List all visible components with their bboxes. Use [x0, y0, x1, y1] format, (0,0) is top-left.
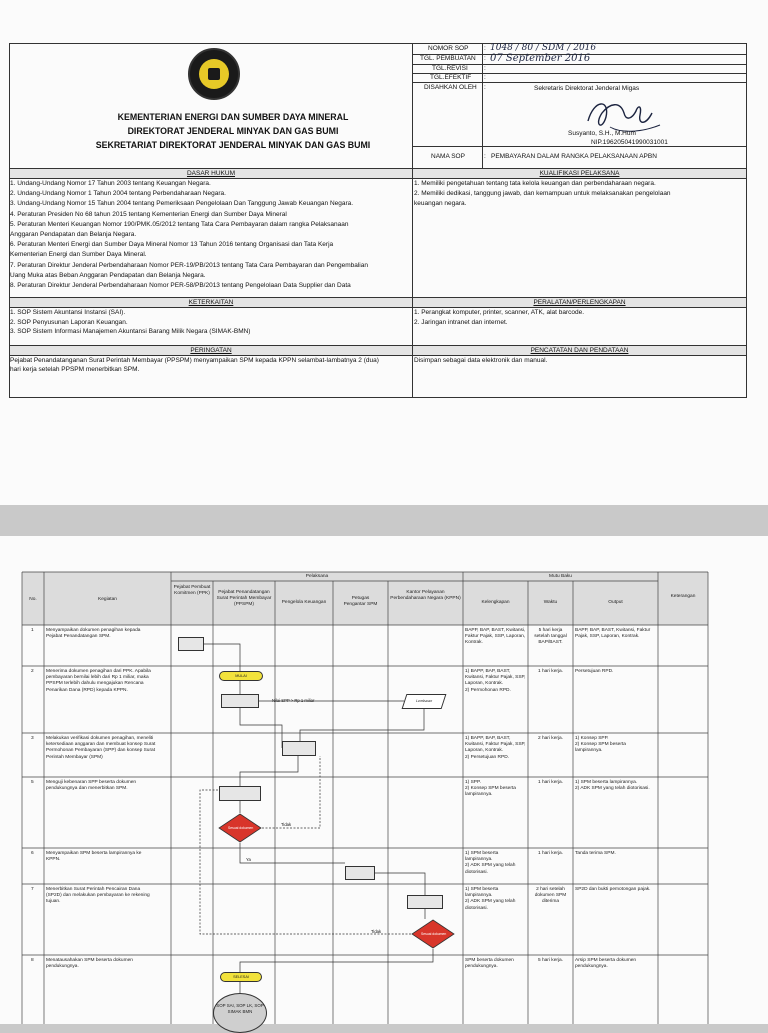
row-output-line: 2) ADK SPM yang telah diotorisasi. [575, 786, 650, 792]
header-mutu-baku: Mutu Baku [549, 574, 572, 579]
tgl-pembuatan-value: 07 September 2016 [490, 53, 591, 64]
section-peralatan: PERALATAN/PERLENGKAPAN [413, 298, 746, 307]
row-kegiatan-line: PPSPM terlebih dahulu mengajukan Rencana [46, 681, 144, 687]
dasar-hukum-item: 7. Peraturan Direktur Jenderal Perbendaharaan Nomor PER-19/PB/2013 tentang Tata Cara Pembayaran dan Pengembalian [10, 261, 368, 269]
peringatan-line-2: hari kerja setelah PPSPM menerbitkan SPM. [10, 366, 140, 373]
row-output-line: Arsip SPM beserta dokumen [575, 958, 637, 963]
pencatatan-text: Disimpan sebagai data elektronik dan manual. [414, 357, 548, 364]
row-kelengkapan-line: 2) Permohonan RPD. [465, 687, 511, 693]
kualifikasi-item: keuangan negara. [414, 200, 467, 208]
row-kelengkapan-line: diotorisasi. [465, 905, 488, 911]
header-output: Output [608, 600, 623, 605]
section-peringatan: PERINGATAN [10, 346, 412, 355]
signer-nip: NIP.196205041990031001 [591, 139, 668, 146]
row-waktu-line: 5 hari kerja. [537, 958, 564, 963]
dasar-hukum-item: Kementerian Energi dan Sumber Daya Mineral. [10, 251, 147, 259]
dasar-hukum-item: 1. Undang-Undang Nomor 17 Tahun 2003 tentang Keuangan Negara. [10, 180, 211, 187]
label-tgl-efektif: TGL.EFEKTIF [430, 74, 472, 81]
row-kelengkapan-line: pendukungnya. [465, 964, 498, 970]
label-ya: Ya [246, 857, 251, 862]
row-kelengkapan-line: SPM beserta dokumen [465, 958, 514, 963]
row-kelengkapan-line: 1) SPP. [465, 780, 481, 785]
keterkaitan-item: 1. SOP Sistem Akuntansi Instansi (SAI). [10, 309, 126, 316]
row-waktu-line: 1 hari kerja. [537, 669, 564, 674]
row-kegiatan-line: ketersediaan anggaran dan membuat konsep Surat [46, 742, 156, 748]
row-kegiatan-line: pendukungnya dan menerbitkan SPM. [46, 786, 128, 792]
row-number: 3 [31, 736, 34, 741]
signer-name: Susyanto, S.H., M.Hum [568, 130, 636, 137]
row-kelengkapan-line: 1) BAPP, BAP, BAST, [465, 736, 511, 741]
row-kegiatan-line: pendukungnya. [46, 964, 79, 970]
keterkaitan-item: 2. SOP Penyusunan Laporan Keuangan. [10, 318, 128, 326]
header-no: No. [29, 597, 37, 602]
row-waktu-line: 1 hari kerja. [537, 851, 564, 856]
connector-sop-circle: SOP SAI, SOP LK, SOP SIMAK BMN [213, 993, 267, 1033]
label-tgl-revisi: TGL.REVISI [432, 65, 468, 72]
row-kegiatan-line: Menyampaikan dokumen penagihan kepada [46, 628, 141, 633]
kualifikasi-item: 1. Memiliki pengetahuan tentang tata kelola keuangan dan perbendaharaan negara. [414, 180, 656, 187]
row-kegiatan-line: pembayaran bernilai lebih dari Rp 1 miliar, maka [46, 675, 149, 681]
kualifikasi-item: 2. Memiliki dedikasi, tanggung jawab, dan kemampuan untuk melaksanakan pengelolaan [414, 190, 671, 198]
rpd-document: Lembaran [402, 694, 447, 709]
row-kegiatan-line: Menerima dokumen penagihan dari PPK. Apabila [46, 669, 151, 674]
row-kelengkapan-line: Faktur Pajak, SSP, Laporan, [465, 634, 526, 640]
decision-label-1: Sesuai dokumen [228, 826, 254, 830]
row-kelengkapan-line: 2) Konsep SPM beserta [465, 786, 516, 792]
label-tgl-pembuatan: TGL. PEMBUATAN [420, 55, 476, 62]
header-petugas: Petugas Pengantar SPM [343, 596, 378, 607]
row-waktu-line: BAP/BAST. [538, 640, 563, 646]
row-kegiatan-line: Permohonan Pembayaran (SPP) dan konsep Surat [46, 748, 156, 754]
row-output-line: 2) Konsep SPM beserta [575, 742, 626, 748]
org-line-3: SEKRETARIAT DIREKTORAT JENDERAL MINYAK DAN GAS BUMI [95, 140, 371, 150]
decision-label-2: Sesuai dokumen [421, 932, 447, 936]
row-kegiatan-line: Menerbitkan Surat Perintah Pencairan Dana [46, 887, 141, 892]
header-ppk: Pejabat Pembuat Komitmen (PPK) [173, 585, 211, 596]
dasar-hukum-item: 6. Peraturan Menteri Energi dan Sumber Daya Mineral Nomor 13 Tahun 2016 tentang Organisasi dan Tata Kerja [10, 241, 334, 249]
header-waktu: Waktu [543, 600, 558, 605]
row-number: 7 [31, 887, 34, 892]
dasar-hukum-item: 5. Peraturan Menteri Keuangan Nomor 190/PMK.05/2012 tentang Tata Cara Pembayaran dalam rangka Pelaksanaan [10, 220, 349, 228]
label-tidak-1: Tidak [281, 822, 292, 827]
peringatan-line-1: Pejabat Penandatanganan Surat Perintah Membayar (PPSPM) menyampaikan SPM kepada KPPN selambat-lambatnya 2 (dua) [10, 357, 379, 364]
row-number: 1 [31, 628, 34, 633]
row-output-line: Tanda terima SPM. [575, 851, 616, 856]
sop-page-1: NOMOR SOP TGL. PEMBUATAN TGL.REVISI TGL.EFEKTIF DISAHKAN OLEH NAMA SOP : : : : : : 1048 / 80 / SDM / 2016 07 September 2016 Sekretaris Direktorat Jenderal Migas Susyanto, S.H., M.Hum NIP.196205041990031001 PEMBAYARAN DALAM RANGKA PELAKSANAAN APBN KEMENTERIAN ENERGI DAN SUMBER DAYA MINERAL DIREKTORAT JENDERAL MINYAK DAN GAS BUMI SEKRETARIAT DIREKTORAT JENDERAL MINYAK DAN GAS BUMI DASAR HUKUM KUALIFIKASI PELAKSANA 1. Undang-Undang Nomor 17 Tahun 2003 tentang Keuangan Negara. 2. Undang-Undang Nomor 1 Tahun 2004 tentang Perbendaharaan Negara. 3. Undang-Undang Nomor 15 Tahun 2004 tentang Pemeriksaan Pengelolaan Dan Tanggung Jawab Keuangan Negara. 4. Peraturan Presiden No 68 tahun 2015 tentang Kementerian Energi dan Sumber Daya Mineral 5. Peraturan Menteri Keuangan Nomor 190/PMK.05/2012 tentang Tata Cara Pembayaran dalam rangka Pelaksanaan Anggaran Pendapatan dan Belanja Negara. 6. Peraturan Menteri Energi dan Sumber Daya Mineral Nomor 13 Tahun 2016 tentang Organisasi dan Tata Kerja Kementerian Energi dan Sumber Daya Mineral. 7. Peraturan Direktur Jenderal Perbendaharaan Nomor PER-19/PB/2013 tentang Tata Cara Pembayaran dan Pengembalian Uang Muka atas Beban Anggaran Pendapatan dan Belanja Negara. 8. Peraturan Direktur Jenderal Perbendaharaan Nomor PER-58/PB/2013 tentang Pengelolaan Data Supplier dan Data 1. Memiliki pengetahuan tentang tata kelola keuangan dan perbendaharaan negara. 2. Memiliki dedikasi, tanggung jawab, dan kemampuan untuk melaksanakan pengelolaan keuangan negara. KETERKAITAN PERALATAN/PERLENGKAPAN 1. SOP Sistem Akuntansi Instansi (SAI). 2. SOP Penyusunan Laporan Keuangan. 3. SOP Sistem Informasi Manajemen Akuntansi Barang Milik Negara (SIMAK-BMN) 1. Perangkat komputer, printer, scanner, ATK, alat barcode. 2. Jaringan intranet dan internet. PERINGATAN PENCATATAN DAN PENDATAAN Pejabat Penandatanganan Surat Perintah Membayar (PPSPM) menyampaikan SPM kepada KPPN selambat-lambatnya 2 (dua) hari kerja setelah PPSPM menerbitkan SPM. Disimpan sebagai data elektronik dan manual. [0, 0, 768, 505]
dasar-hukum-item: 2. Undang-Undang Nomor 1 Tahun 2004 tentang Perbendaharaan Negara. [10, 190, 226, 198]
row-waktu-line: 5 hari kerja [538, 628, 563, 633]
row-output-line: BAPP, BAP, BAST, Kwitansi, Faktur [575, 628, 651, 633]
header-pengelola: Pengelola Keuangan [281, 600, 327, 605]
row-kegiatan-line: Menguji kebenaran SPP beserta dokumen [46, 780, 137, 785]
row-waktu-line: setelah tanggal [534, 634, 567, 640]
org-line-1: KEMENTERIAN ENERGI DAN SUMBER DAYA MINERAL [117, 112, 349, 122]
row-kelengkapan-line: 2) ADK SPM yang telah [465, 863, 516, 869]
section-kualifikasi: KUALIFIKASI PELAKSANA [413, 169, 746, 178]
row-waktu-line: dokumen SPM [534, 893, 567, 899]
row-waktu-line: 2 hari kerja. [537, 736, 564, 741]
label-tidak-2: Tidak [371, 929, 382, 934]
row-output-line: Persetujuan RPD. [575, 669, 614, 674]
row-kelengkapan-line: BAPP, BAP, BAST, Kwitansi, [465, 628, 526, 633]
org-line-2: DIREKTORAT JENDERAL MINYAK DAN GAS BUMI [127, 126, 339, 136]
row-kelengkapan-line: diotorisasi. [465, 869, 488, 875]
row-output-line: Pajak, SSP, Laporan, Kontrak. [575, 634, 640, 640]
row-kelengkapan-line: 1) SPM beserta [465, 887, 499, 892]
section-pencatatan: PENCATATAN DAN PENDATAAN [413, 346, 746, 355]
nama-sop-value: PEMBAYARAN DALAM RANGKA PELAKSANAAN APBN [491, 153, 657, 160]
row-kegiatan-line: tujuan. [46, 899, 61, 905]
row-kegiatan-line: Menatausahakan SPM beserta dokumen [46, 958, 133, 963]
label-nilai-spp: Nilai SPP > Rp 1 miliar [272, 698, 315, 703]
row-kegiatan-line: Melakukan verifikasi dokumen penagihan, meneliti [46, 736, 154, 741]
row-kegiatan-line: Perintah Membayar (SPM) [46, 754, 103, 760]
section-dasar-hukum: DASAR HUKUM [10, 169, 412, 178]
header-kppn: Kantor Pelayanan Perbendaharaan Negara (KPPN) [390, 590, 461, 601]
dasar-hukum-item: 4. Peraturan Presiden No 68 tahun 2015 tentang Kementerian Energi dan Sumber Daya Mineral [10, 210, 287, 218]
nomor-sop-value: 1048 / 80 / SDM / 2016 [490, 43, 597, 53]
keterkaitan-item: 3. SOP Sistem Informasi Manajemen Akuntansi Barang Milik Negara (SIMAK-BMN) [10, 328, 251, 336]
row-kelengkapan-line: Kontrak. [465, 640, 483, 646]
row-kelengkapan-line: 2) Persetujuan RPD. [465, 754, 509, 760]
disahkan-title: Sekretaris Direktorat Jenderal Migas [534, 85, 640, 92]
header-keterangan: Keterangan [670, 594, 696, 599]
peralatan-item: 1. Perangkat komputer, printer, scanner, ATK, alat barcode. [414, 309, 585, 316]
row-number: 6 [31, 851, 34, 856]
row-kelengkapan-line: 2) ADK SPM yang telah [465, 899, 516, 905]
row-output-line: 1) Konsep SPP. [575, 736, 609, 741]
end-terminal: SELESAI [220, 972, 262, 982]
row-waktu-line: 1 hari kerja. [537, 780, 564, 785]
header-kelengkapan: Kelengkapan [481, 600, 510, 605]
header-ppspm: Pejabat Penandatangan Surat Perintah Membayar (PPSPM) [216, 590, 272, 607]
row-waktu-line: 2 hari setelah [536, 887, 565, 892]
row-kelengkapan-line: Kwitansi, Faktur Pajak, SSP, [465, 742, 526, 748]
row-kelengkapan-line: lampirannya. [465, 893, 493, 899]
row-kelengkapan-line: Kwitansi, Faktur Pajak, SSP, [465, 675, 526, 681]
row-kelengkapan-line: 1) BAPP, BAP, BAST, [465, 669, 511, 674]
dasar-hukum-item: Uang Muka atas Beban Anggaran Pendapatan dan Belanja Negara. [10, 271, 206, 279]
row-number: 8 [31, 958, 34, 963]
row-kegiatan-line: KPPN. [46, 857, 61, 863]
header-kegiatan: Kegiatan [98, 597, 117, 602]
label-nama-sop: NAMA SOP [431, 153, 465, 160]
row-output-line: pendukungnya. [575, 964, 608, 970]
dasar-hukum-item: 3. Undang-Undang Nomor 15 Tahun 2004 tentang Pemeriksaan Pengelolaan Dan Tanggung Jawab Keuangan Negara. [10, 200, 354, 208]
section-keterkaitan: KETERKAITAN [10, 298, 412, 307]
row-kegiatan-line: (SP2D) dan melakukan pembayaran ke rekening [46, 893, 150, 899]
row-waktu-line: diterima [541, 899, 560, 905]
start-terminal: MULAI [219, 671, 263, 681]
row-kegiatan-line: Pejabat Penandatangan SPM. [46, 634, 111, 640]
row-kelengkapan-line: Laporan, Kontrak. [465, 681, 504, 687]
label-nomor-sop: NOMOR SOP [428, 45, 469, 52]
header-pelaksana: Pelaksana [305, 574, 329, 579]
row-kelengkapan-line: lampirannya. [465, 857, 493, 863]
peralatan-item: 2. Jaringan intranet dan internet. [414, 319, 508, 327]
dasar-hukum-item: Anggaran Pendapatan dan Belanja Negara. [10, 231, 137, 238]
row-output-line: lampirannya. [575, 748, 603, 754]
row-number: 2 [31, 669, 34, 674]
row-output-line: SP2D dan bukti pemotongan pajak. [575, 887, 651, 892]
label-disahkan-oleh: DISAHKAN OLEH [424, 84, 477, 91]
row-kelengkapan-line: 1) SPM beserta [465, 851, 499, 856]
row-kelengkapan-line: lampirannya. [465, 792, 493, 798]
row-output-line: 1) SPM beserta lampirannya. [575, 780, 638, 785]
row-kegiatan-line: Penarikan Dana (RPD) kepada KPPN. [46, 687, 128, 693]
row-kegiatan-line: Menyampaikan SPM beserta lampirannya ke [46, 851, 142, 856]
row-kelengkapan-line: Laporan, Kontrak. [465, 748, 504, 754]
row-number: 5 [31, 780, 34, 785]
dasar-hukum-item: 8. Peraturan Direktur Jenderal Perbendaharaan Nomor PER-58/PB/2013 tentang Pengelolaan Data Supplier dan Data [10, 282, 351, 289]
